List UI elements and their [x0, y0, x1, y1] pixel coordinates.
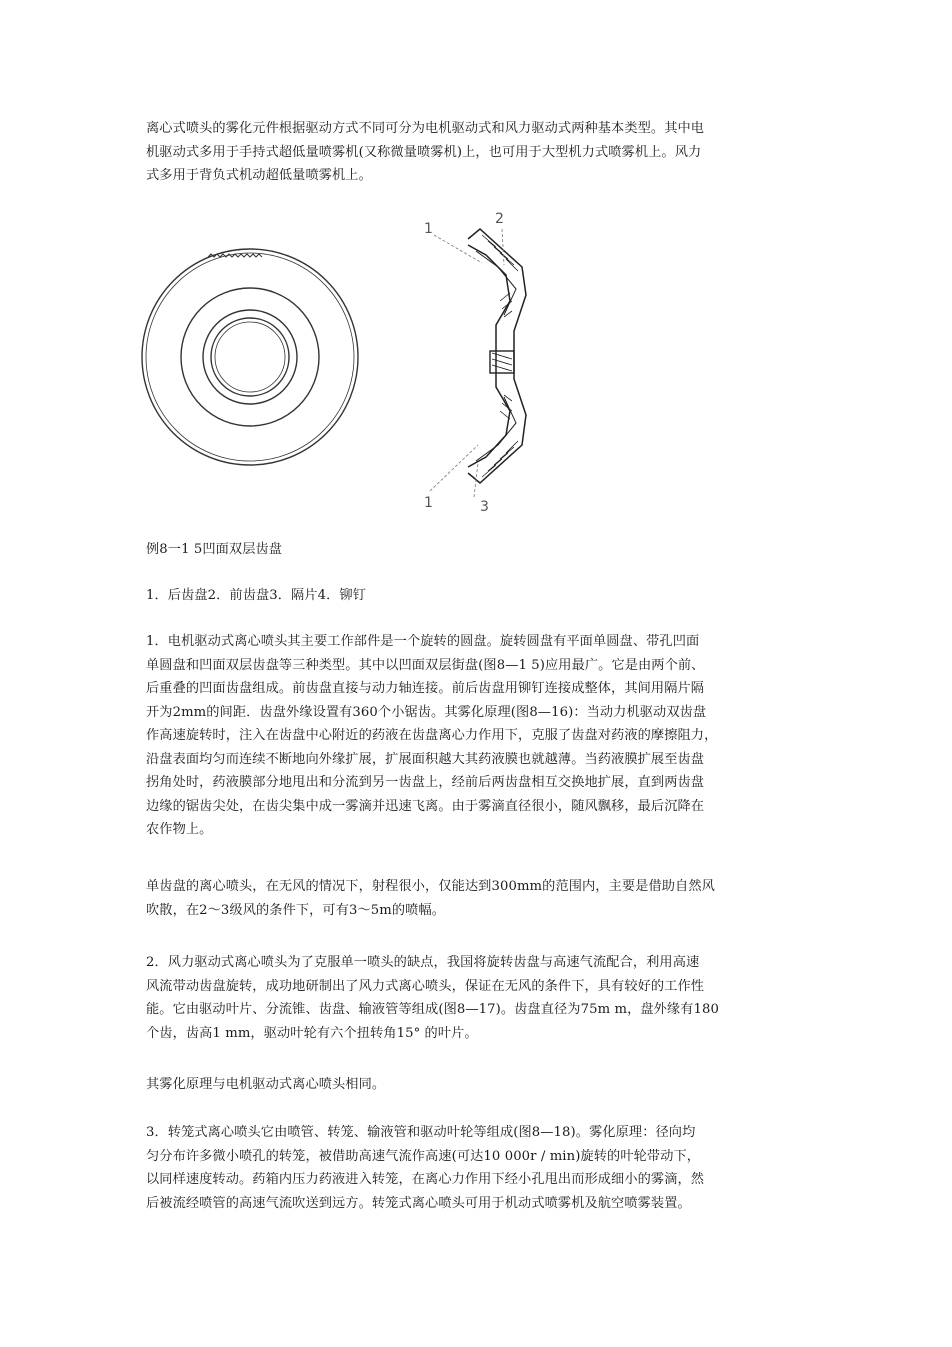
disc-section-view [468, 229, 526, 483]
text-line: 1．电机驱动式离心喷头其主要工作部件是一个旋转的圆盘。旋转圆盘有平面单圆盘、带孔凹面 [146, 634, 700, 649]
text-line: 匀分布许多微小喷孔的转笼，被借助高速气流作高速(可达10 000r / min)旋转的叶轮带动下， [146, 1148, 701, 1164]
text-line: 后被流经喷管的高速气流吹送到远方。转笼式离心喷头可用于机动式喷雾机及航空喷雾装置。 [146, 1195, 691, 1211]
text-line: 吹散，在2～3级风的条件下，可有3～5m的喷幅。 [146, 902, 446, 918]
section3-paragraph [146, 1121, 810, 1215]
text-line: 风流带动齿盘旋转，成功地研制出了风力式离心喷头，保证在无风的条件下，具有较好的工作性 [146, 978, 705, 994]
disc-front-view [142, 249, 358, 465]
text-line: 以同样速度转动。药箱内压力药液进入转笼，在离心力作用下经小孔甩出而形成细小的雾滴，然 [146, 1172, 705, 1187]
text-line: 2．风力驱动式离心喷头为了克服单一喷头的缺点，我国将旋转齿盘与高速气流配合，利用高速 [146, 955, 700, 970]
figure-label: 3 [480, 499, 489, 515]
figure-label: 2 [495, 211, 504, 227]
text-line: 沿盘表面均匀而连续不断地向外缘扩展，扩展面积越大其药液膜也就越薄。当药液膜扩展至齿盘 [146, 751, 705, 767]
text-line: 离心式喷头的雾化元件根据驱动方式不同可分为电机驱动式和风力驱动式两种基本类型。其中电 [146, 121, 705, 136]
text-line: 拐角处时，药液膜部分地甩出和分流到另一齿盘上，经前后两齿盘相互交换地扩展，直到两齿盘 [146, 775, 705, 790]
figure-label: 1 [424, 221, 433, 237]
text-line: 机驱动式多用于手持式超低量喷雾机(又称微量喷雾机)上，也可用于大型机力式喷雾机上。风力 [146, 144, 702, 160]
principle-paragraph: 其雾化原理与电机驱动式离心喷头相同。 [146, 1077, 386, 1092]
section1-paragraph [146, 630, 810, 842]
figure-caption: 例8一1 5凹面双层齿盘 [146, 542, 283, 557]
figure-label: 1 [424, 495, 433, 511]
disc-figure [138, 205, 538, 523]
single-disc-paragraph [146, 875, 810, 922]
text-line: 作高速旋转时，注入在齿盘中心附近的药液在齿盘离心力作用下，克服了齿盘对药液的摩擦阻力， [146, 728, 718, 743]
section2-paragraph [146, 951, 810, 1045]
text-line: 后重叠的凹面齿盘组成。前齿盘直接与动力轴连接。前后齿盘用铆钉连接成整体，其间用隔片隔 [146, 681, 705, 696]
disc-drawing [138, 205, 538, 523]
text-line: 式多用于背负式机动超低量喷雾机上。 [146, 168, 372, 183]
leader-lines [430, 229, 504, 497]
parts-list: 1．后齿盘2．前齿盘3．隔片4．铆钉 [146, 588, 366, 603]
text-line: 单齿盘的离心喷头，在无风的情况下，射程很小，仅能达到300mm的范围内，主要是借助自然风 [146, 879, 715, 894]
text-line: 单圆盘和凹面双层齿盘等三种类型。其中以凹面双层街盘(图8—1 5)应用最广。它是由两个前、 [146, 657, 705, 673]
text-line: 3．转笼式离心喷头它由喷管、转笼、输液管和驱动叶轮等组成(图8—18)。雾化原理：径向均 [146, 1125, 696, 1140]
text-line: 个齿，齿高1 mm，驱动叶轮有六个扭转角15° 的叶片。 [146, 1025, 478, 1041]
text-line: 开为2mm的间距．齿盘外缘设置有360个小锯齿。其雾化原理(图8—16)：当动力机驱动双齿盘 [146, 704, 707, 720]
text-line: 农作物上。 [146, 822, 213, 837]
text-line: 边缘的锯齿尖处，在齿尖集中成一雾滴并迅速飞离。由于雾滴直径很小，随风飘移，最后沉降在 [146, 798, 705, 814]
intro-paragraph [146, 117, 810, 188]
text-line: 能。它由驱动叶片、分流锥、齿盘、输液管等组成(图8—17)。齿盘直径为75m m，盘外缘有180 [146, 1002, 719, 1017]
